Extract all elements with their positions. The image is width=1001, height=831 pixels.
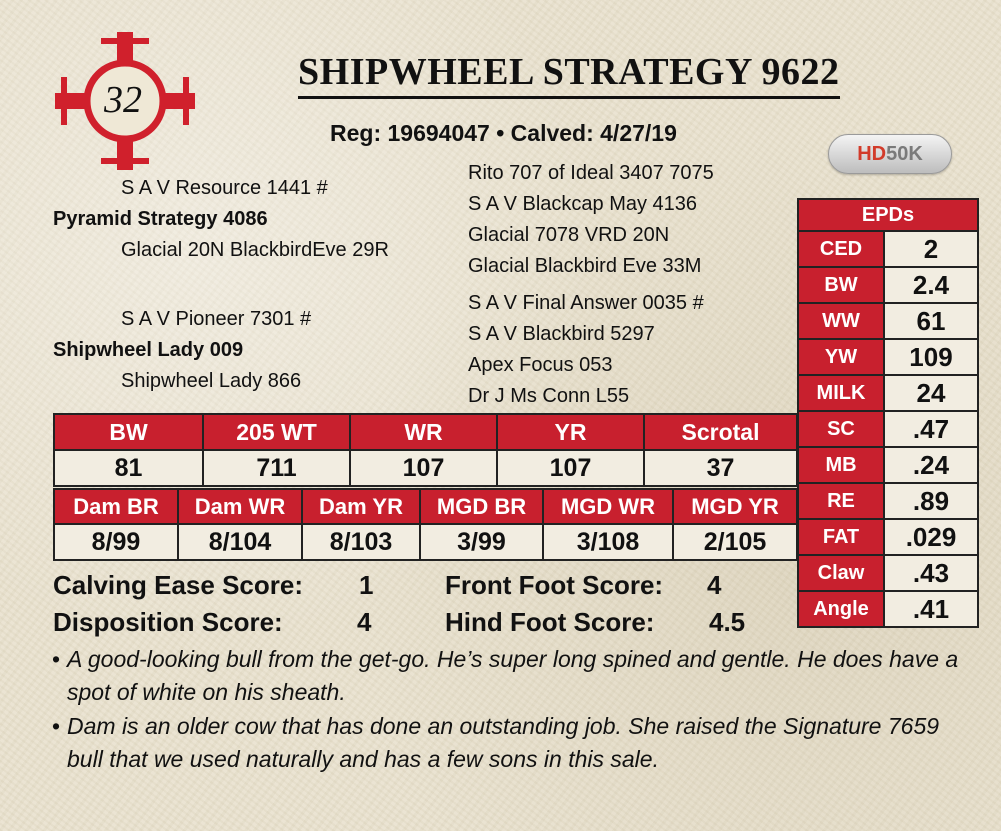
disposition-score-label: Disposition Score: [53, 607, 283, 637]
dam-ratio-value: 3/99 [420, 524, 543, 560]
dam-ratio-value: 8/103 [302, 524, 420, 560]
dam-ratio-header: Dam BR [54, 489, 178, 524]
epd-value: 61 [884, 303, 978, 339]
lot-number: 32 [104, 79, 142, 121]
epd-row-bw [798, 267, 978, 303]
hd50k-badge-50k: 50K [886, 142, 923, 165]
pedigree-ds-sire: S A V Final Answer 0035 # [468, 292, 704, 314]
epd-value: 24 [884, 375, 978, 411]
dam-ratio-value-row [54, 524, 797, 560]
calving-ease-score-value: 1 [359, 570, 374, 600]
dam-ratio-header: Dam YR [302, 489, 420, 524]
dam-ratio-header-row [54, 489, 797, 524]
pedigree-sd-sire: Glacial 7078 VRD 20N [468, 224, 670, 246]
epd-label: CED [798, 231, 884, 267]
epd-table [797, 198, 979, 628]
performance-header: WR [350, 414, 497, 450]
comment-note [52, 643, 972, 709]
performance-table [53, 413, 798, 487]
performance-value: 81 [54, 450, 203, 486]
pedigree-ss-dam: S A V Blackcap May 4136 [468, 193, 698, 215]
pedigree-dam-dam: Shipwheel Lady 866 [121, 370, 302, 392]
dam-ratio-value: 8/99 [54, 524, 178, 560]
pedigree-sire: Pyramid Strategy 4086 [53, 208, 268, 230]
performance-header: 205 WT [203, 414, 350, 450]
epd-table-title: EPDs [798, 199, 978, 231]
dam-ratio-value: 8/104 [178, 524, 302, 560]
dam-ratio-header: MGD YR [673, 489, 797, 524]
performance-header-row [54, 414, 797, 450]
epd-row-milk [798, 375, 978, 411]
epd-value: 109 [884, 339, 978, 375]
dam-ratio-header: MGD BR [420, 489, 543, 524]
bullet-icon: • [52, 646, 61, 672]
comment-text: A good-looking bull from the get-go. He’s super long spined and gentle. He does have a spot of white on his sheath. [67, 646, 959, 705]
epd-value: .43 [884, 555, 978, 591]
epd-value: 2 [884, 231, 978, 267]
pedigree-ds-dam: S A V Blackbird 5297 [468, 323, 655, 345]
dam-ratio-value: 3/108 [543, 524, 673, 560]
front-foot-score-value: 4 [707, 570, 722, 600]
hd50k-badge-hd: HD [857, 142, 887, 165]
epd-label: WW [798, 303, 884, 339]
front-foot-score-label: Front Foot Score: [445, 570, 664, 600]
dam-ratio-header: Dam WR [178, 489, 302, 524]
pedigree-sire-dam: Glacial 20N BlackbirdEve 29R [121, 239, 389, 261]
epd-value: .47 [884, 411, 978, 447]
pedigree-sd-dam: Glacial Blackbird Eve 33M [468, 255, 702, 277]
comment-text: Dam is an older cow that has done an outstanding job. She raised the Signature 7659 bull that we used naturally and has a few sons in this sale. [67, 713, 940, 772]
pedigree-dd-sire: Apex Focus 053 [468, 354, 613, 376]
calving-ease-score-label: Calving Ease Score: [53, 570, 303, 600]
epd-row-yw [798, 339, 978, 375]
epd-label: MB [798, 447, 884, 483]
comment-note [52, 710, 972, 776]
epd-value: .24 [884, 447, 978, 483]
dam-ratio-value: 2/105 [673, 524, 797, 560]
epd-label: BW [798, 267, 884, 303]
epd-row-angle [798, 591, 978, 627]
pedigree-dam-sire: S A V Pioneer 7301 # [121, 308, 312, 330]
epd-label: RE [798, 483, 884, 519]
epd-row-mb [798, 447, 978, 483]
disposition-score-value: 4 [357, 607, 372, 637]
hd50k-badge [828, 134, 952, 174]
performance-value: 711 [203, 450, 350, 486]
performance-value-row [54, 450, 797, 486]
bullet-icon: • [52, 713, 61, 739]
performance-value: 107 [350, 450, 497, 486]
performance-header: Scrotal [644, 414, 797, 450]
epd-label: FAT [798, 519, 884, 555]
registration-line: Reg: 19694047 • Calved: 4/27/19 [330, 120, 677, 146]
epd-row-ced [798, 231, 978, 267]
epd-label: SC [798, 411, 884, 447]
epd-label: Claw [798, 555, 884, 591]
epd-value: 2.4 [884, 267, 978, 303]
pedigree-dd-dam: Dr J Ms Conn L55 [468, 385, 630, 407]
epd-label: Angle [798, 591, 884, 627]
epd-row-ww [798, 303, 978, 339]
dam-ratio-header: MGD WR [543, 489, 673, 524]
epd-row-re [798, 483, 978, 519]
epd-value: .029 [884, 519, 978, 555]
epd-value: .41 [884, 591, 978, 627]
hind-foot-score-label: Hind Foot Score: [445, 607, 655, 637]
performance-value: 107 [497, 450, 644, 486]
pedigree-sire-sire: S A V Resource 1441 # [121, 177, 328, 199]
performance-value: 37 [644, 450, 797, 486]
animal-name-title: SHIPWHEEL STRATEGY 9622 [298, 50, 840, 99]
epd-label: YW [798, 339, 884, 375]
epd-value: .89 [884, 483, 978, 519]
epd-row-fat [798, 519, 978, 555]
hind-foot-score-value: 4.5 [709, 607, 746, 637]
pedigree-ss-sire: Rito 707 of Ideal 3407 7075 [468, 162, 714, 184]
pedigree-dam: Shipwheel Lady 009 [53, 339, 244, 361]
dam-ratio-table [53, 488, 798, 561]
epd-label: MILK [798, 375, 884, 411]
performance-header: BW [54, 414, 203, 450]
performance-header: YR [497, 414, 644, 450]
epd-row-sc [798, 411, 978, 447]
epd-row-claw [798, 555, 978, 591]
